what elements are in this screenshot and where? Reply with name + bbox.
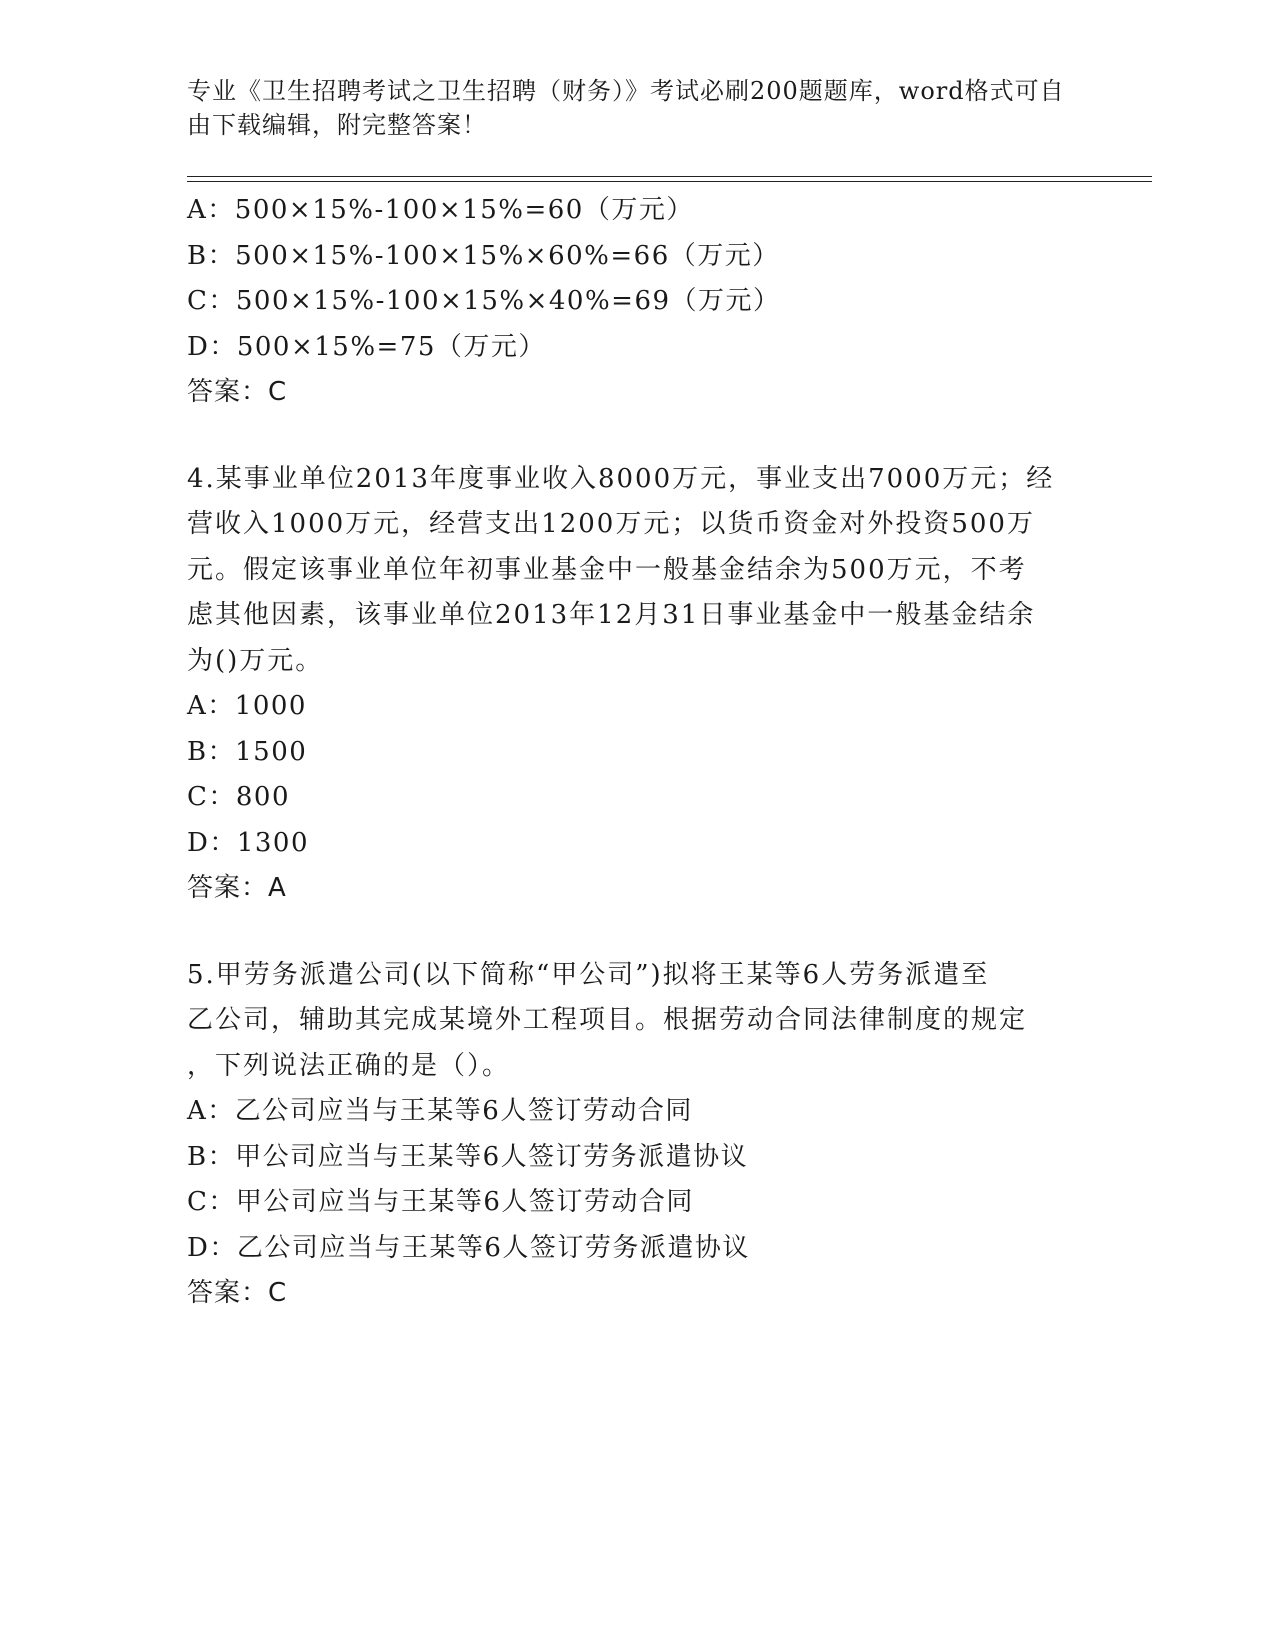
question-3-block <box>187 188 1087 416</box>
option-d: D：1300 <box>187 827 310 858</box>
question-text-line: ，下列说法正确的是（）。 <box>187 1050 511 1081</box>
question-gap <box>187 912 1087 953</box>
answer-line: 答案：A <box>187 873 287 903</box>
option-c: C：500×15%-100×15%×40%=69（万元） <box>187 286 781 316</box>
question-text-line: 虑其他因素，该事业单位2013年12月31日事业基金中一般基金结余 <box>187 600 1036 630</box>
answer-line: 答案：C <box>187 1278 288 1308</box>
question-text-line: 为()万元。 <box>187 645 324 676</box>
question-text-line: 4.某事业单位2013年度事业收入8000万元，事业支出7000万元；经 <box>187 463 1055 494</box>
question-text-line: 5.甲劳务派遣公司(以下简称“甲公司”)拟将王某等6人劳务派遣至 <box>187 959 990 990</box>
option-d: D：500×15%=75（万元） <box>187 331 546 362</box>
document-body <box>187 188 1087 1317</box>
option-a: A：1000 <box>187 691 307 721</box>
question-text-line: 元。假定该事业单位年初事业基金中一般基金结余为500万元，不考 <box>187 554 1027 585</box>
header-divider-top <box>187 176 1152 177</box>
option-b: B：1500 <box>187 736 308 767</box>
question-gap <box>187 416 1087 457</box>
option-b: B：500×15%-100×15%×60%=66（万元） <box>187 240 780 271</box>
option-c: C：800 <box>187 782 291 812</box>
option-a: A：500×15%-100×15%=60（万元） <box>187 195 694 225</box>
answer-line: 答案：C <box>187 377 288 407</box>
header-divider-bottom <box>187 181 1152 182</box>
option-d: D：乙公司应当与王某等6人签订劳务派遣协议 <box>187 1232 750 1263</box>
option-c: C：甲公司应当与王某等6人签订劳动合同 <box>187 1187 694 1217</box>
question-4-block <box>187 457 1087 912</box>
document-header: 专业《卫生招聘考试之卫生招聘（财务）》考试必刷200题题库，word格式可自由下载编辑，附完整答案！ <box>187 77 1065 139</box>
question-text-line: 乙公司，辅助其完成某境外工程项目。根据劳动合同法律制度的规定 <box>187 1005 1028 1035</box>
option-b: B：甲公司应当与王某等6人签订劳务派遣协议 <box>187 1141 749 1172</box>
question-text-line: 营收入1000万元，经营支出1200万元；以货币资金对外投资500万 <box>187 509 1035 539</box>
question-5-block <box>187 953 1087 1317</box>
option-a: A：乙公司应当与王某等6人签订劳动合同 <box>187 1096 693 1126</box>
